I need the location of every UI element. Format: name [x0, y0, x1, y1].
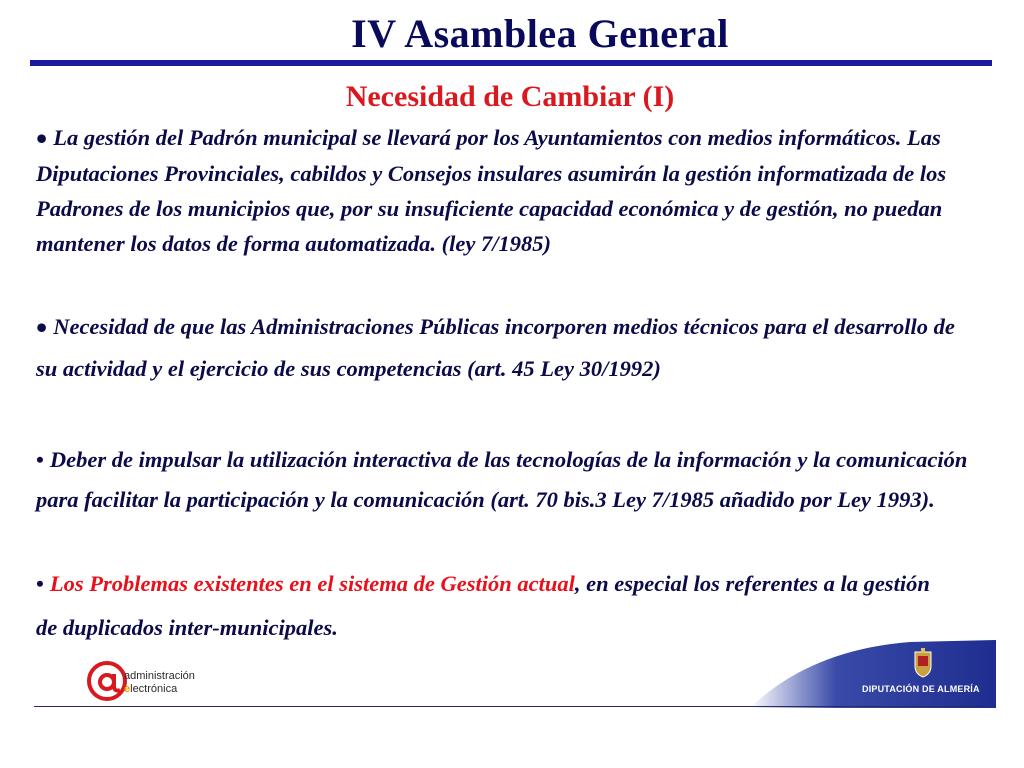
diputacion-banner [750, 640, 996, 708]
paragraph-text: Deber de impulsar la utilización interactiva de las tecnologías de la información y la comunicación para facilitar la participación y la comunicación (art. 70 bis.3 Ley 7/1985 añadido por Ley 1993). [36, 447, 968, 512]
paragraph-padron [36, 120, 976, 261]
paragraph-problemas [36, 562, 936, 650]
title-divider [30, 60, 992, 66]
bullet-icon: • [36, 447, 44, 472]
logo-line-1: administración [124, 670, 195, 682]
paragraph-text: La gestión del Padrón municipal se llevará por los Ayuntamientos con medios informáticos. Las Diputaciones Provinciales, cabildos y Consejos insulares asumirán la gestión informatizada de los Padrones de los municipios que, por su insuficiente capacidad económica y de gestión, no puedan mantener los datos de forma automatizada. (ley 7/1985) [36, 125, 947, 256]
bullet-icon: • [36, 571, 44, 596]
logo-line-2 [124, 683, 195, 696]
at-sign-icon [86, 660, 131, 702]
administracion-electronica-logo [86, 660, 246, 704]
page-title: IV Asamblea General [351, 11, 729, 56]
logo-wordmark [124, 670, 195, 696]
footer-divider [34, 706, 990, 707]
paragraph-text: Necesidad de que las Administraciones Públicas incorporen medios técnicos para el desarrollo de su actividad y el ejercicio de sus competencias (art. 45 Ley 30/1992) [36, 314, 955, 381]
paragraph-text: , en especial los referentes a la gestión de duplicados inter-municipales. [36, 571, 930, 640]
coat-of-arms-icon [912, 648, 934, 678]
bullet-icon: • [36, 309, 48, 345]
highlighted-text: Los Problemas existentes en el sistema de Gestión actual [49, 571, 575, 596]
page-subtitle: Necesidad de Cambiar (I) [345, 80, 675, 113]
paragraph-administraciones [36, 306, 971, 390]
logo-line-2-rest: lectrónica [130, 683, 178, 695]
diputacion-name: DIPUTACIÓN DE ALMERÍA [862, 684, 980, 694]
logo-e-initial: e [124, 683, 131, 695]
bullet-icon: • [36, 120, 48, 156]
paragraph-tecnologias [36, 440, 1001, 520]
